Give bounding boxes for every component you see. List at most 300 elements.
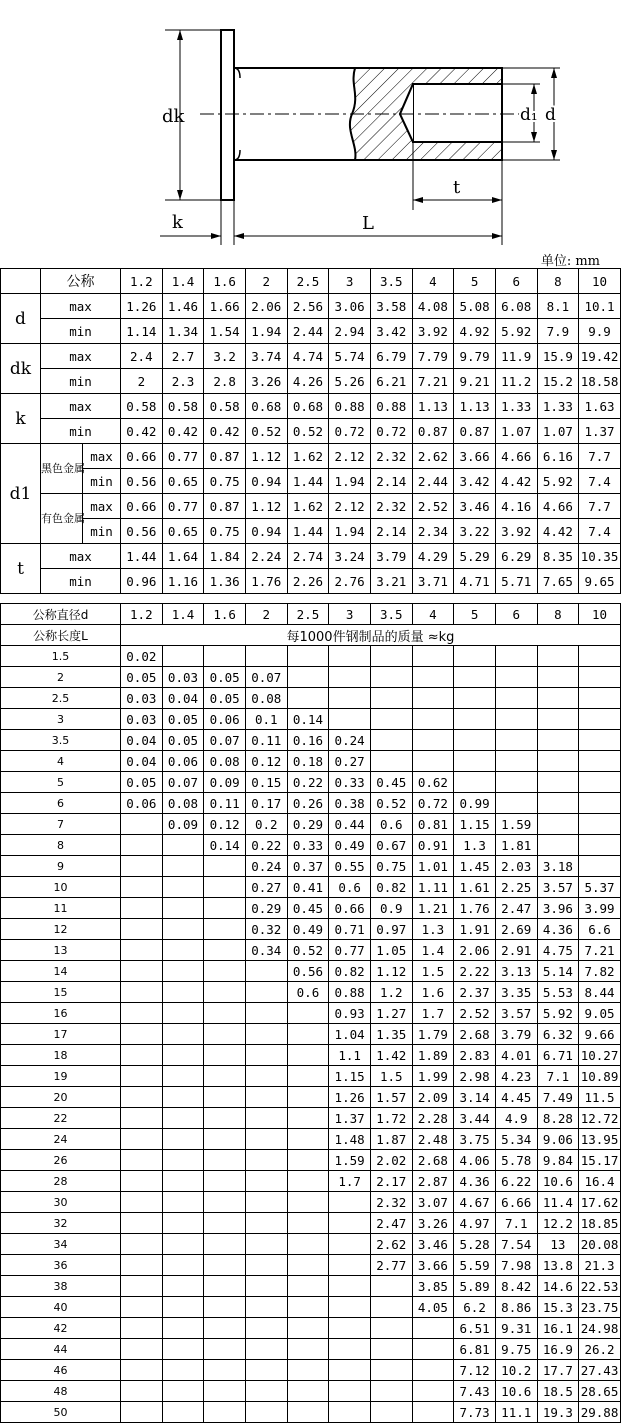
mass-value: 1.42: [370, 1045, 412, 1066]
max-label: max: [83, 444, 121, 469]
mass-value: 7.73: [454, 1402, 496, 1423]
t-max-value: 10.35: [579, 544, 621, 569]
length-label: 42: [1, 1318, 121, 1339]
k-min-value: 1.07: [537, 419, 579, 444]
size-header: 3: [329, 269, 371, 294]
mass-value: 0.2: [245, 814, 287, 835]
length-label: 16: [1, 1003, 121, 1024]
mass-value: [370, 709, 412, 730]
mass-value: 0.49: [329, 835, 371, 856]
mass-table: [0, 603, 621, 1423]
k-max-value: 0.88: [329, 394, 371, 419]
d1-max-value: 3.46: [454, 494, 496, 519]
mass-value: [162, 1297, 204, 1318]
k-max-value: 1.63: [579, 394, 621, 419]
mass-value: [329, 667, 371, 688]
table-row: [1, 1339, 621, 1360]
mass-value: 0.16: [287, 730, 329, 751]
mass-value: [579, 751, 621, 772]
mass-value: 0.17: [245, 793, 287, 814]
mass-value: [204, 1402, 246, 1423]
mass-value: [245, 1234, 287, 1255]
mass-value: [287, 1087, 329, 1108]
mass-value: [537, 793, 579, 814]
k-min-value: 0.87: [454, 419, 496, 444]
mass-value: 20.08: [579, 1234, 621, 1255]
t-max-value: 1.64: [162, 544, 204, 569]
size-header: 4: [412, 604, 454, 625]
mass-value: [495, 688, 537, 709]
dk-max-value: 7.79: [412, 344, 454, 369]
d1-max-value: 7.7: [579, 444, 621, 469]
mass-value: 0.97: [370, 919, 412, 940]
k-max-value: 0.68: [287, 394, 329, 419]
mass-value: 0.72: [412, 793, 454, 814]
mass-value: 2.06: [454, 940, 496, 961]
mass-value: 1.4: [412, 940, 454, 961]
mass-value: 0.52: [287, 940, 329, 961]
mass-value: [287, 688, 329, 709]
mass-value: 0.93: [329, 1003, 371, 1024]
mass-value: [121, 1024, 163, 1045]
length-label: 50: [1, 1402, 121, 1423]
mass-value: [121, 961, 163, 982]
mass-value: [329, 709, 371, 730]
mass-value: 0.12: [245, 751, 287, 772]
table-row: [1, 709, 621, 730]
t-label: t: [453, 177, 461, 198]
mass-value: 0.44: [329, 814, 371, 835]
mass-value: 0.29: [287, 814, 329, 835]
mass-value: 0.05: [121, 772, 163, 793]
mass-value: 11.1: [495, 1402, 537, 1423]
k-min-value: 0.42: [162, 419, 204, 444]
t-max-value: 3.24: [329, 544, 371, 569]
mass-value: [287, 1192, 329, 1213]
mass-value: 0.45: [370, 772, 412, 793]
mass-value: [162, 1108, 204, 1129]
d1-max-value: 4.16: [495, 494, 537, 519]
mass-value: 2.69: [495, 919, 537, 940]
mass-value: 2.17: [370, 1171, 412, 1192]
mass-value: [287, 1339, 329, 1360]
d1-max-value: 2.52: [412, 494, 454, 519]
mass-value: 0.06: [162, 751, 204, 772]
min-label: min: [83, 519, 121, 544]
table-row: [1, 919, 621, 940]
d-min-value: 1.94: [245, 319, 287, 344]
size-header: 5: [454, 269, 496, 294]
mass-value: [162, 1276, 204, 1297]
mass-value: 0.45: [287, 898, 329, 919]
d1-max-value: 4.66: [495, 444, 537, 469]
table-row: [1, 494, 621, 519]
dk-min-value: 11.2: [495, 369, 537, 394]
mass-value: [121, 1339, 163, 1360]
table-row: [1, 344, 621, 369]
d1-min-value: 0.65: [162, 519, 204, 544]
mass-value: 0.05: [204, 688, 246, 709]
d1-max-value: 1.62: [287, 494, 329, 519]
mass-value: 0.29: [245, 898, 287, 919]
mass-value: [121, 1066, 163, 1087]
mass-value: 9.31: [495, 1318, 537, 1339]
mass-value: 0.22: [245, 835, 287, 856]
size-header: 3: [329, 604, 371, 625]
mass-value: [162, 1003, 204, 1024]
table-row: [1, 1003, 621, 1024]
mass-value: 9.75: [495, 1339, 537, 1360]
header-label: 公称: [41, 269, 121, 294]
mass-value: 1.89: [412, 1045, 454, 1066]
mass-value: [287, 1255, 329, 1276]
mass-value: 11.5: [579, 1087, 621, 1108]
k-min-value: 0.52: [287, 419, 329, 444]
mass-value: 1.04: [329, 1024, 371, 1045]
mass-value: [245, 1381, 287, 1402]
mass-value: [287, 1045, 329, 1066]
table-row: [1, 1381, 621, 1402]
mass-value: [329, 1318, 371, 1339]
mass-value: 7.12: [454, 1360, 496, 1381]
mass-value: [412, 751, 454, 772]
mass-value: [162, 1255, 204, 1276]
mass-value: 1.72: [370, 1108, 412, 1129]
d1-min-value: 4.42: [537, 519, 579, 544]
mass-value: [121, 814, 163, 835]
dk-min-value: 6.21: [370, 369, 412, 394]
t-min-value: 7.65: [537, 569, 579, 594]
mass-value: [412, 646, 454, 667]
mass-value: [121, 835, 163, 856]
mass-value: 0.66: [329, 898, 371, 919]
k-min-value: 0.72: [329, 419, 371, 444]
mass-value: [204, 940, 246, 961]
unit-label: 单位: mm: [540, 254, 600, 269]
mass-value: 0.27: [245, 877, 287, 898]
mass-value: [204, 898, 246, 919]
length-label: 15: [1, 982, 121, 1003]
mass-value: [121, 982, 163, 1003]
length-label: 28: [1, 1171, 121, 1192]
table-row: [1, 814, 621, 835]
mass-value: 4.75: [537, 940, 579, 961]
mass-value: [370, 646, 412, 667]
table-row: [1, 1360, 621, 1381]
mass-value: 1.81: [495, 835, 537, 856]
size-header: 1.2: [121, 604, 163, 625]
d-min-value: 9.9: [579, 319, 621, 344]
max-label: max: [41, 394, 121, 419]
mass-title: 每1000件钢制品的质量 ≈kg: [121, 625, 621, 646]
mass-value: [454, 751, 496, 772]
mass-value: 18.5: [537, 1381, 579, 1402]
mass-value: [121, 1234, 163, 1255]
mass-value: 0.82: [329, 961, 371, 982]
mass-value: [495, 793, 537, 814]
mass-value: [245, 1003, 287, 1024]
mass-value: [245, 982, 287, 1003]
d1-max-value: 0.66: [121, 444, 163, 469]
mass-value: 0.56: [287, 961, 329, 982]
d1-max-value: 6.16: [537, 444, 579, 469]
mass-value: [204, 1087, 246, 1108]
length-label: 13: [1, 940, 121, 961]
rivet-drawing: [0, 0, 622, 262]
k-max-value: 0.58: [162, 394, 204, 419]
mass-value: 2.68: [454, 1024, 496, 1045]
mass-value: [537, 688, 579, 709]
mass-value: [287, 1381, 329, 1402]
d-min-value: 2.94: [329, 319, 371, 344]
mass-value: 2.62: [370, 1234, 412, 1255]
mass-value: 16.1: [537, 1318, 579, 1339]
table-row: [1, 369, 621, 394]
table-row: [1, 877, 621, 898]
k-min-value: 1.37: [579, 419, 621, 444]
table-row: [1, 1171, 621, 1192]
mass-value: [162, 1045, 204, 1066]
dimension-table: [0, 268, 621, 594]
mass-value: 4.67: [454, 1192, 496, 1213]
table-row: [1, 940, 621, 961]
size-header: 2: [245, 269, 287, 294]
mass-value: [245, 1213, 287, 1234]
mass-value: 13.8: [537, 1255, 579, 1276]
d-max-value: 5.08: [454, 294, 496, 319]
mass-value: [121, 1360, 163, 1381]
d-max-value: 2.06: [245, 294, 287, 319]
mass-value: 0.03: [121, 709, 163, 730]
length-label: 24: [1, 1129, 121, 1150]
d-min-value: 1.14: [121, 319, 163, 344]
d1-max-value: 2.12: [329, 444, 371, 469]
mass-value: [162, 1192, 204, 1213]
mass-value: [245, 1066, 287, 1087]
mass-value: 23.75: [579, 1297, 621, 1318]
mass-value: 8.86: [495, 1297, 537, 1318]
mass-value: [245, 961, 287, 982]
mass-value: [370, 1360, 412, 1381]
mass-value: [162, 940, 204, 961]
mass-value: [204, 982, 246, 1003]
mass-value: 3.46: [412, 1234, 454, 1255]
mass-value: 0.03: [121, 688, 163, 709]
mass-value: [412, 730, 454, 751]
mass-value: [204, 856, 246, 877]
mass-value: [204, 1339, 246, 1360]
mass-value: 0.05: [162, 709, 204, 730]
mass-value: 19.3: [537, 1402, 579, 1423]
mass-value: 1.76: [454, 898, 496, 919]
mass-value: [579, 667, 621, 688]
mass-value: 0.6: [370, 814, 412, 835]
mass-value: [412, 667, 454, 688]
mass-value: [121, 1045, 163, 1066]
t-min-value: 2.76: [329, 569, 371, 594]
mass-value: 7.1: [537, 1066, 579, 1087]
mass-value: 0.07: [245, 667, 287, 688]
d1-min-value: 2.14: [370, 469, 412, 494]
mass-value: [287, 1129, 329, 1150]
mass-value: 1.01: [412, 856, 454, 877]
mass-value: 1.59: [495, 814, 537, 835]
mass-value: [287, 1150, 329, 1171]
size-header: 10: [579, 604, 621, 625]
table-row: [1, 544, 621, 569]
length-label: 9: [1, 856, 121, 877]
mass-value: 1.15: [454, 814, 496, 835]
d1-max-value: 0.77: [162, 494, 204, 519]
t-min-value: 3.71: [412, 569, 454, 594]
dk-max-value: 15.9: [537, 344, 579, 369]
dk-max-value: 2.7: [162, 344, 204, 369]
mass-value: 2.25: [495, 877, 537, 898]
length-label: 11: [1, 898, 121, 919]
dk-max-value: 11.9: [495, 344, 537, 369]
mass-value: [287, 1003, 329, 1024]
mass-value: 0.91: [412, 835, 454, 856]
k-max-value: 0.58: [204, 394, 246, 419]
table-row: [1, 1087, 621, 1108]
mass-value: [537, 835, 579, 856]
mass-value: 5.37: [579, 877, 621, 898]
d1-max-value: 2.32: [370, 444, 412, 469]
t-max-value: 1.44: [121, 544, 163, 569]
d-max-value: 4.08: [412, 294, 454, 319]
k-max-value: 0.88: [370, 394, 412, 419]
mass-value: 2.28: [412, 1108, 454, 1129]
t-max-value: 4.29: [412, 544, 454, 569]
l-label: L: [362, 213, 374, 234]
size-header: 1.6: [204, 269, 246, 294]
mass-value: 2.83: [454, 1045, 496, 1066]
mass-value: 0.41: [287, 877, 329, 898]
mass-value: 2.32: [370, 1192, 412, 1213]
table-row: [1, 1045, 621, 1066]
table-row: [1, 444, 621, 469]
mass-value: [162, 1339, 204, 1360]
mass-value: 0.08: [162, 793, 204, 814]
mass-value: [162, 856, 204, 877]
mass-value: [579, 856, 621, 877]
dk-min-value: 5.26: [329, 369, 371, 394]
mass-value: [412, 1402, 454, 1423]
dk-row-label: dk: [1, 344, 41, 394]
mass-value: 6.51: [454, 1318, 496, 1339]
table-row: [1, 1255, 621, 1276]
mass-value: [454, 730, 496, 751]
mass-value: 7.21: [579, 940, 621, 961]
mass-value: [287, 1402, 329, 1423]
d1-max-value: 1.62: [287, 444, 329, 469]
mass-value: [162, 1234, 204, 1255]
size-header: 6: [495, 269, 537, 294]
size-header: 3.5: [370, 604, 412, 625]
mass-value: 0.06: [121, 793, 163, 814]
size-header: 1.4: [162, 269, 204, 294]
mass-value: [245, 1087, 287, 1108]
mass-value: 5.59: [454, 1255, 496, 1276]
dk-max-value: 5.74: [329, 344, 371, 369]
mass-value: 1.7: [329, 1171, 371, 1192]
mass-value: 6.6: [579, 919, 621, 940]
d1-max-value: 0.66: [121, 494, 163, 519]
table-row: [1, 1192, 621, 1213]
mass-value: [329, 1360, 371, 1381]
mass-value: [204, 1171, 246, 1192]
mass-value: [162, 1171, 204, 1192]
mass-value: [370, 751, 412, 772]
mass-value: [537, 751, 579, 772]
t-min-value: 1.76: [245, 569, 287, 594]
table-row: [1, 646, 621, 667]
length-label: 30: [1, 1192, 121, 1213]
size-header: 6: [495, 604, 537, 625]
mass-value: [287, 1171, 329, 1192]
mass-value: 0.49: [287, 919, 329, 940]
k-row-label: k: [1, 394, 41, 444]
d1-min-value: 0.94: [245, 519, 287, 544]
mass-value: 2.47: [370, 1213, 412, 1234]
mass-value: [579, 709, 621, 730]
mass-value: [412, 688, 454, 709]
mass-value: 0.04: [121, 730, 163, 751]
d1-label: d₁: [520, 105, 538, 125]
min-label: min: [41, 569, 121, 594]
mass-value: [204, 961, 246, 982]
mass-value: [370, 1402, 412, 1423]
mass-value: 0.27: [329, 751, 371, 772]
mass-value: 18.85: [579, 1213, 621, 1234]
mass-value: [245, 1108, 287, 1129]
mass-value: [579, 688, 621, 709]
length-label: 48: [1, 1381, 121, 1402]
mass-value: [204, 1003, 246, 1024]
mass-value: 0.9: [370, 898, 412, 919]
mass-value: 1.59: [329, 1150, 371, 1171]
mass-value: [412, 1381, 454, 1402]
mass-value: [162, 835, 204, 856]
mass-value: 0.09: [204, 772, 246, 793]
length-label: 32: [1, 1213, 121, 1234]
mass-value: 0.77: [329, 940, 371, 961]
mass-value: 1.12: [370, 961, 412, 982]
mass-value: 0.26: [287, 793, 329, 814]
d1-min-value: 1.44: [287, 469, 329, 494]
length-label: 20: [1, 1087, 121, 1108]
mass-value: [204, 1045, 246, 1066]
mass-value: 3.44: [454, 1108, 496, 1129]
table-row: [1, 469, 621, 494]
mass-value: 14.6: [537, 1276, 579, 1297]
d1-max-value: 1.12: [245, 444, 287, 469]
d1-max-value: 1.12: [245, 494, 287, 519]
mass-value: [204, 1066, 246, 1087]
dk-max-value: 6.79: [370, 344, 412, 369]
mass-value: [537, 646, 579, 667]
mass-value: 3.85: [412, 1276, 454, 1297]
mass-value: [579, 793, 621, 814]
mass-value: 10.6: [537, 1171, 579, 1192]
mass-value: [370, 688, 412, 709]
table-row: [1, 319, 621, 344]
mass-value: [162, 982, 204, 1003]
mass-value: 4.36: [454, 1171, 496, 1192]
mass-value: [495, 730, 537, 751]
mass-value: [329, 1402, 371, 1423]
mass-value: 13: [537, 1234, 579, 1255]
